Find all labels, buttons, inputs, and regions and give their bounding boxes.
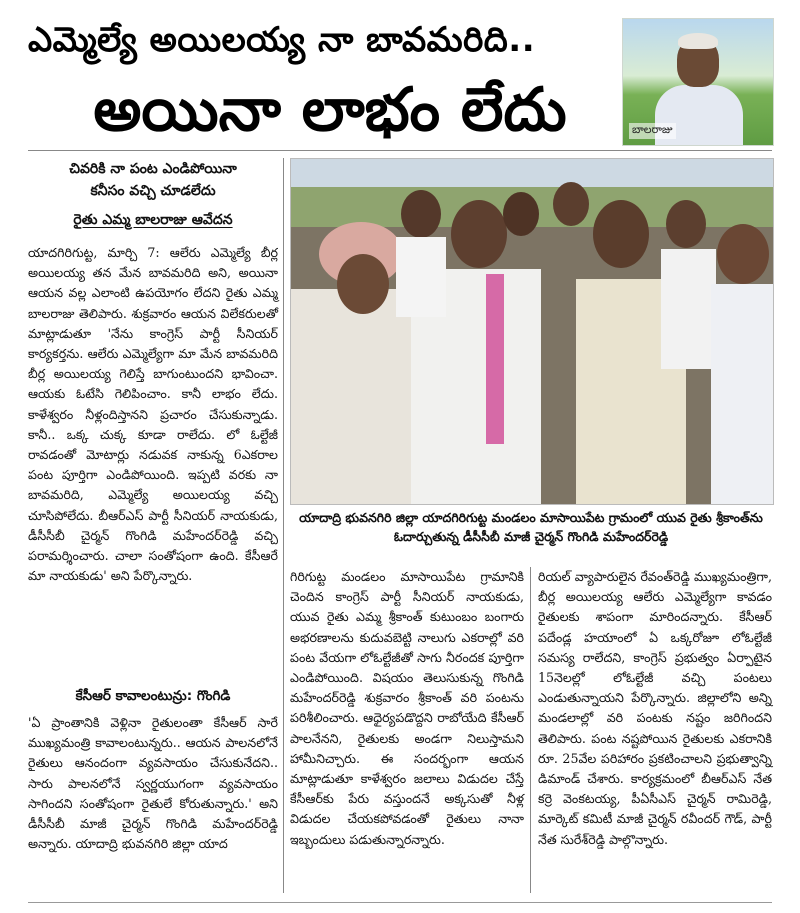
headline-kicker: ఎమ్మెల్యే అయిలయ్య నా బావమరిది.. xyxy=(28,20,536,60)
article-column-3: రియల్ వ్యాపారులైన రేవంత్‌రెడ్డి ముఖ్యమంత్రిగా, బీర్ల అయిలయ్య ఆలేరు ఎమ్మెల్యేగా కావడం రైతులకు శాపంగా మారిందన్నారు. కేసీఆర్ పదేండ్ల హయాంలో ఏ ఒక్కరోజూ లోఓల్టేజీ సమస్య రాలేదని, కాంగ్రెస్ ప్రభుత్వం ఏర్పాటైన 15నెలల్లో లోఓల్టేజీ వచ్చి పంటలు ఎండుతున్నాయని పేర్కొన్నారు. జిల్లాలోని అన్ని మండలాల్లో వరి పంటకు నష్టం జరిగిందని తెలిపారు. పంట నష్టపోయిన రైతులకు ఎకరానికి రూ. 25వేల పరిహారం ప్రకటించాలని ప్రభుత్వాన్ని డిమాండ్ చేశారు. కార్యక్రమంలో బీఆర్‌ఎస్ నేత కర్రె వెంకటయ్య, పీఏసీఎస్ చైర్మన్ రామిరెడ్డి, మార్కెట్ కమిటీ మాజీ చైర్మన్ రవీందర్ గౌడ్, పార్టీ నేత సురేశ్‌రెడ్డి పాల్గొన్నారు. xyxy=(538,569,772,847)
article-column-1-bottom: 'ఏ ప్రాంతానికి వెళ్లినా రైతులంతా కేసీఆర్ సారే ముఖ్యమంత్రి కావాలంటున్నరు.. ఆయన పాలనలోనే రైతులు ఆనందంగా వ్యవసాయం చేసుకునేదని.. సారు పాలనలోనే స్వర్ణయుగంగా వ్యవసాయం సాగిందని సంతోషంగా రైతులే కోరుతున్నారు.' అని డీసీసీబీ మాజీ చైర్మన్ గొంగిడి మహేందర్‌రెడ్డి అన్నారు. యాదాద్రి భువనగిరి జిల్లా యాద xyxy=(28,715,278,852)
column-divider xyxy=(283,158,284,893)
article-column-2: గిరిగుట్ట మండలం మాసాయిపేట గ్రామానికి చెందిన కాంగ్రెస్ పార్టీ సీనియర్ నాయకుడు, యువ రైతు ఎమ్మ శ్రీకాంత్ కుటుంబం బంగారు అభరణాలను కుదువబెట్టి నాలుగు ఎకరాల్లో వరి పంట వేయగా లోఓల్టేజీతో సాగు నీరందక పూర్తిగా ఎండిపోయింది. విషయం తెలుసుకున్న గొంగిడి మహేందర్‌రెడ్డి శుక్రవారం శ్రీకాంత్ వరి పంటను పరిశీలించారు. ఆధైర్యపడొద్దని రాబోయేది కేసీఆర్ పాలనేనని, రైతులకు అండగా నిలుస్తామని హామీనిచ్చారు. ఈ సందర్భంగా ఆయన మాట్లాడుతూ కాళేశ్వరం జలాలు విడుదల చేస్తే కేసీఆర్‌కు పేరు వస్తుందనే అక్కసుతో నీళ్ల విడుదల చేయకపోవడంతో రైతులు నానా ఇబ్బందులు పడుతున్నారన్నారు. xyxy=(290,569,524,847)
article-column-1-top: యాదగిరిగుట్ట, మార్చి 7: ఆలేరు ఎమ్మెల్యే బీర్ల అయిలయ్య తన మేన బావమరిది అని, అయినా ఆయన వల్ల ఎలాంటి ఉపయోగం లేదని రైతు ఎమ్మ బాలరాజు తెలిపారు. శుక్రవారం ఆయన విలేకరులతో మాట్లాడుతూ 'నేను కాంగ్రెస్ పార్టీ సీనియర్ కార్యకర్తను. ఆలేరు ఎమ్మెల్యేగా మా మేన బావమరిది బీర్ల అయిలయ్య గెలిస్తే బాగుంటుందని భావించా. ఆయకు ఓటేసి గెలిపించాం. కానీ లాభం లేదు. కాళేశ్వరం నీళ్లందిస్తానని ప్రచారం చేసుకున్నాడు. కానీ.. ఒక్క చుక్క కూడా రాలేదు. లో ఓల్టేజీ రావడంతో మోటార్లు నడువక నాకున్న 6ఎకరాల పంట పూర్తిగా ఎండిపోయింది. ఇప్పటి వరకు నా బావమరిది, ఎమ్మెల్యే అయిలయ్య వచ్చి చూసిపోలేదు. బీఆర్‌ఎస్ పార్టీ సీనియర్ నాయకుడు, డీసీసీబీ చైర్మన్ గొంగిడి మహేందర్‌రెడ్డి వచ్చి పరామర్శించారు. చాలా సంతోషంగా ఉంది. కేసీఆరే మా నాయకుడు' అని పేర్కొన్నారు. xyxy=(28,245,278,584)
farmer-portrait-photo xyxy=(622,18,774,146)
photo-illustration xyxy=(291,159,773,504)
header-divider xyxy=(28,150,772,151)
portrait-hair-shape xyxy=(678,33,718,49)
bottom-divider xyxy=(28,902,772,903)
news-photo xyxy=(290,158,774,505)
deck-line: చివరికి నా పంట ఎండిపోయినా xyxy=(69,161,237,177)
portrait-caption: బాలరాజు xyxy=(629,123,676,139)
byline: రైతు ఎమ్మ బాలరాజు ఆవేదన xyxy=(73,212,233,228)
photo-caption: యాదాద్రి భువనగిరి జిల్లా యాదగిరిగుట్ట మండలం మాసాయిపేట గ్రామంలో యువ రైతు శ్రీకాంత్‌ను ఓదార్చుతున్న డీసీసీబీ మాజీ చైర్మన్ గొంగిడి మహేందర్‌రెడ్డి xyxy=(299,510,763,544)
headline-main: అయినా లాభం లేదు xyxy=(93,75,567,145)
column-divider xyxy=(530,567,531,893)
deck xyxy=(28,158,278,202)
deck-line: కనీసం వచ్చి చూడలేదు xyxy=(90,183,216,199)
subheading: కేసీఆర్ కావాలంటున్రు: గొంగిడి xyxy=(75,688,231,704)
